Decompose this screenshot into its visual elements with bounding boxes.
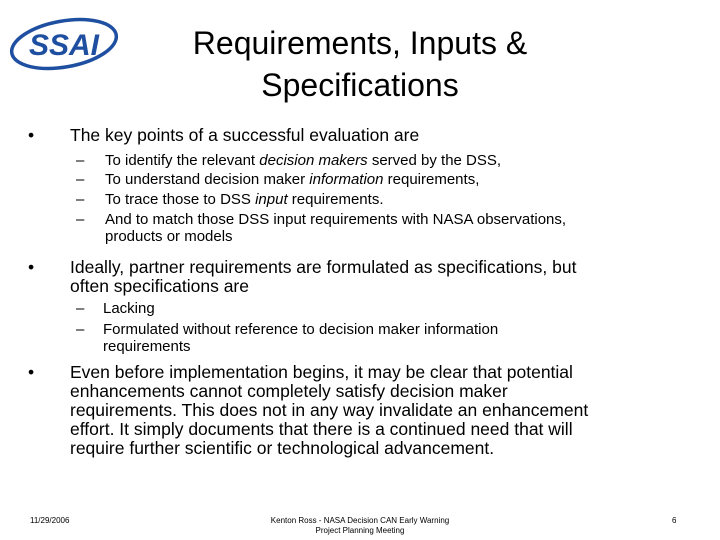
bullet-line: The key points of a successful evaluation are xyxy=(70,125,420,145)
bullet-marker: • xyxy=(28,125,35,145)
bullet-line: Even before implementation begins, it may be clear that potential xyxy=(70,362,573,382)
footer-presenter xyxy=(240,516,480,536)
page-number: 6 xyxy=(672,516,677,525)
sub-text-segment: served by the DSS, xyxy=(367,152,502,169)
sub-text xyxy=(105,212,705,245)
title-line-2: Specifications xyxy=(261,67,459,103)
sub-text xyxy=(105,153,705,170)
sub-line: And to match those DSS input requirements with NASA observations, xyxy=(105,211,567,228)
bullet-text xyxy=(70,126,690,145)
sub-text-italic: information xyxy=(309,171,384,188)
title-line-1: Requirements, Inputs & xyxy=(192,25,528,61)
sub-line: Formulated without reference to decision maker information xyxy=(103,321,499,338)
footer-line: Project Planning Meeting xyxy=(315,526,405,535)
footer-line: Kenton Ross - NASA Decision CAN Early Warning xyxy=(270,516,450,525)
logo-text: SSAI xyxy=(28,29,100,62)
sub-text-segment: requirements. xyxy=(287,191,384,208)
sub-line: products or models xyxy=(105,227,233,245)
bullet-marker: • xyxy=(28,362,35,382)
sub-text xyxy=(103,322,663,355)
bullet-text xyxy=(70,363,690,458)
sub-text xyxy=(105,172,705,189)
sub-text xyxy=(103,301,663,318)
sub-text-italic: decision makers xyxy=(259,152,368,169)
bullet-line: enhancements cannot completely satisfy decision maker xyxy=(70,381,508,401)
bullet-line: Ideally, partner requirements are formulated as specifications, but xyxy=(70,257,577,277)
bullet-text xyxy=(70,258,690,296)
bullet-line: effort. It simply documents that there is a continued need that will xyxy=(70,419,573,439)
sub-marker: – xyxy=(76,152,85,169)
sub-text-segment: To identify the relevant xyxy=(105,152,260,169)
sub-marker: – xyxy=(76,191,85,208)
sub-line: requirements xyxy=(103,337,191,355)
sub-marker: – xyxy=(76,321,85,338)
bullet-marker: • xyxy=(28,257,35,277)
sub-text xyxy=(105,192,705,209)
ssai-logo xyxy=(6,14,124,74)
bullet-line: requirements. This does not in any way invalidate an enhancement xyxy=(70,400,589,420)
sub-text-segment: To trace those to DSS xyxy=(105,191,256,208)
sub-marker: – xyxy=(76,211,85,228)
sub-line: Lacking xyxy=(103,300,155,317)
slide-title xyxy=(130,22,590,106)
sub-text-italic: input xyxy=(255,191,288,208)
footer-date: 11/29/2006 xyxy=(30,516,70,525)
sub-marker: – xyxy=(76,171,85,188)
bullet-line: often specifications are xyxy=(70,276,249,296)
bullet-line: require further scientific or technological advancement. xyxy=(70,438,495,458)
sub-text-segment: requirements, xyxy=(383,171,480,188)
sub-marker: – xyxy=(76,300,85,317)
sub-text-segment: To understand decision maker xyxy=(105,171,310,188)
